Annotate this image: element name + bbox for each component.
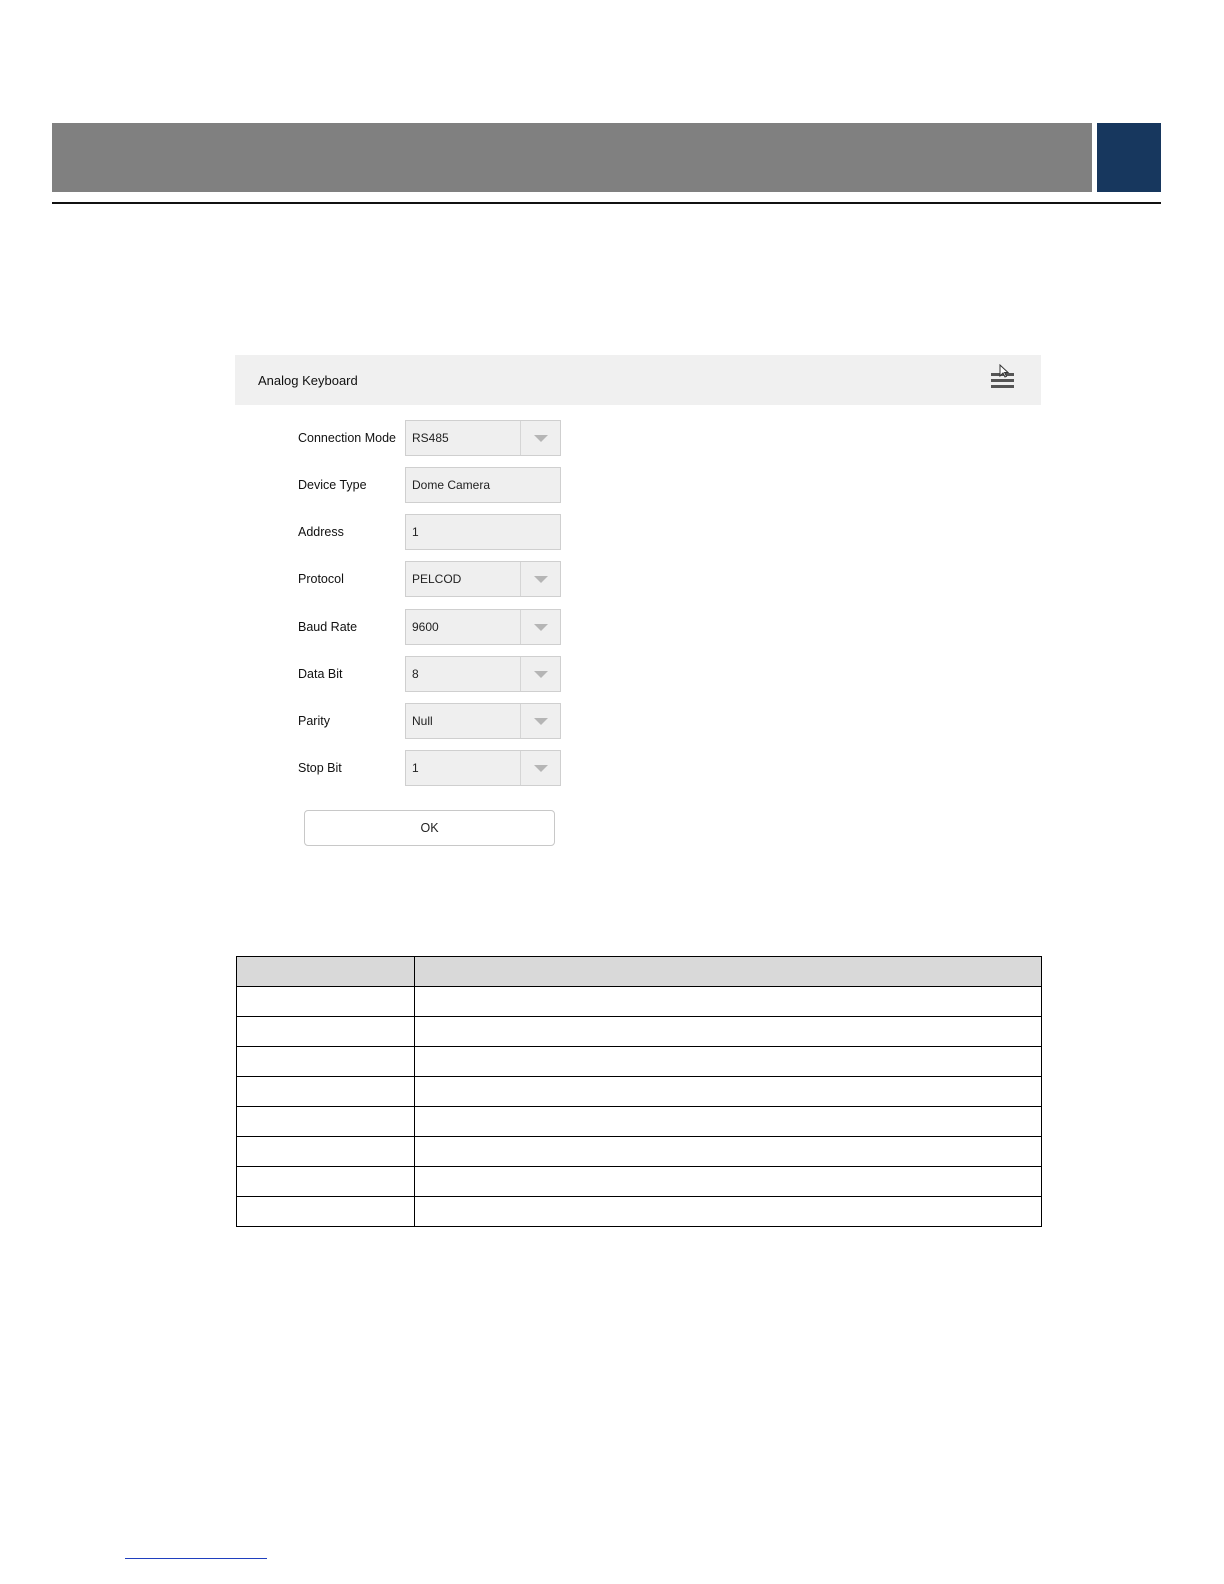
table-cell bbox=[237, 1077, 415, 1107]
mouse-cursor-icon bbox=[999, 364, 1009, 378]
field-row-device-type bbox=[298, 466, 561, 504]
header-bar bbox=[52, 123, 1092, 192]
table-cell bbox=[237, 987, 415, 1017]
table-cell bbox=[415, 1047, 1042, 1077]
table-header-row bbox=[237, 957, 1042, 987]
field-label: Address bbox=[298, 525, 344, 539]
table-cell bbox=[415, 1077, 1042, 1107]
field-value: 1 bbox=[412, 525, 419, 539]
panel-title: Analog Keyboard bbox=[258, 372, 358, 388]
select-value: PELCOD bbox=[412, 572, 462, 586]
baud-rate-select[interactable] bbox=[405, 609, 561, 645]
table-cell bbox=[415, 987, 1042, 1017]
panel-header bbox=[235, 355, 1041, 405]
dropdown-toggle[interactable] bbox=[520, 421, 560, 455]
table-header-cell bbox=[415, 957, 1042, 987]
select-value: 8 bbox=[412, 667, 419, 681]
dropdown-toggle[interactable] bbox=[520, 704, 560, 738]
select-value: 9600 bbox=[412, 620, 439, 634]
dropdown-toggle[interactable] bbox=[520, 657, 560, 691]
table-row bbox=[237, 1017, 1042, 1047]
field-label: Data Bit bbox=[298, 667, 343, 681]
field-row-address bbox=[298, 513, 561, 551]
table-cell bbox=[237, 1137, 415, 1167]
table-cell bbox=[415, 1137, 1042, 1167]
table-cell bbox=[237, 1167, 415, 1197]
table-row bbox=[237, 987, 1042, 1017]
data-bit-select[interactable] bbox=[405, 656, 561, 692]
field-label: Device Type bbox=[298, 478, 367, 492]
field-label: Connection Mode bbox=[298, 431, 396, 445]
protocol-select[interactable] bbox=[405, 561, 561, 597]
chevron-down-icon bbox=[534, 765, 548, 772]
chevron-down-icon bbox=[534, 624, 548, 631]
chevron-down-icon bbox=[534, 718, 548, 725]
table-cell bbox=[415, 1017, 1042, 1047]
table-row bbox=[237, 1197, 1042, 1227]
field-label: Stop Bit bbox=[298, 761, 342, 775]
chevron-down-icon bbox=[534, 576, 548, 583]
field-label: Parity bbox=[298, 714, 330, 728]
dropdown-toggle[interactable] bbox=[520, 562, 560, 596]
table-row bbox=[237, 1077, 1042, 1107]
stop-bit-select[interactable] bbox=[405, 750, 561, 786]
table-row bbox=[237, 1137, 1042, 1167]
table-cell bbox=[415, 1107, 1042, 1137]
parameter-table bbox=[236, 956, 1042, 1227]
table-row bbox=[237, 1167, 1042, 1197]
table-cell bbox=[415, 1197, 1042, 1227]
select-value: Null bbox=[412, 714, 433, 728]
field-value: Dome Camera bbox=[412, 478, 491, 492]
table-cell bbox=[237, 1107, 415, 1137]
dropdown-toggle[interactable] bbox=[520, 610, 560, 644]
select-value: 1 bbox=[412, 761, 419, 775]
field-row-connection-mode bbox=[298, 419, 561, 457]
chevron-down-icon bbox=[534, 435, 548, 442]
ok-button[interactable]: OK bbox=[304, 810, 555, 846]
table-cell bbox=[415, 1167, 1042, 1197]
field-row-data-bit bbox=[298, 655, 561, 693]
connection-mode-select[interactable] bbox=[405, 420, 561, 456]
parity-select[interactable] bbox=[405, 703, 561, 739]
table-cell bbox=[237, 1017, 415, 1047]
header-divider bbox=[52, 202, 1161, 204]
table-cell bbox=[237, 1047, 415, 1077]
chevron-down-icon bbox=[534, 671, 548, 678]
analog-keyboard-panel bbox=[235, 355, 1041, 835]
dropdown-toggle[interactable] bbox=[520, 751, 560, 785]
device-type-field[interactable] bbox=[405, 467, 561, 503]
field-label: Protocol bbox=[298, 572, 344, 586]
select-value: RS485 bbox=[412, 431, 449, 445]
field-label: Baud Rate bbox=[298, 620, 358, 634]
table-row bbox=[237, 1107, 1042, 1137]
table-row bbox=[237, 1047, 1042, 1077]
table-header-cell bbox=[237, 957, 415, 987]
address-field[interactable] bbox=[405, 514, 561, 550]
field-row-baud-rate bbox=[298, 608, 561, 646]
footer-link-underline bbox=[125, 1558, 267, 1559]
field-row-protocol bbox=[298, 560, 561, 598]
table-cell bbox=[237, 1197, 415, 1227]
field-row-stop-bit bbox=[298, 749, 561, 787]
header-accent-block bbox=[1097, 123, 1161, 192]
field-row-parity bbox=[298, 702, 561, 740]
